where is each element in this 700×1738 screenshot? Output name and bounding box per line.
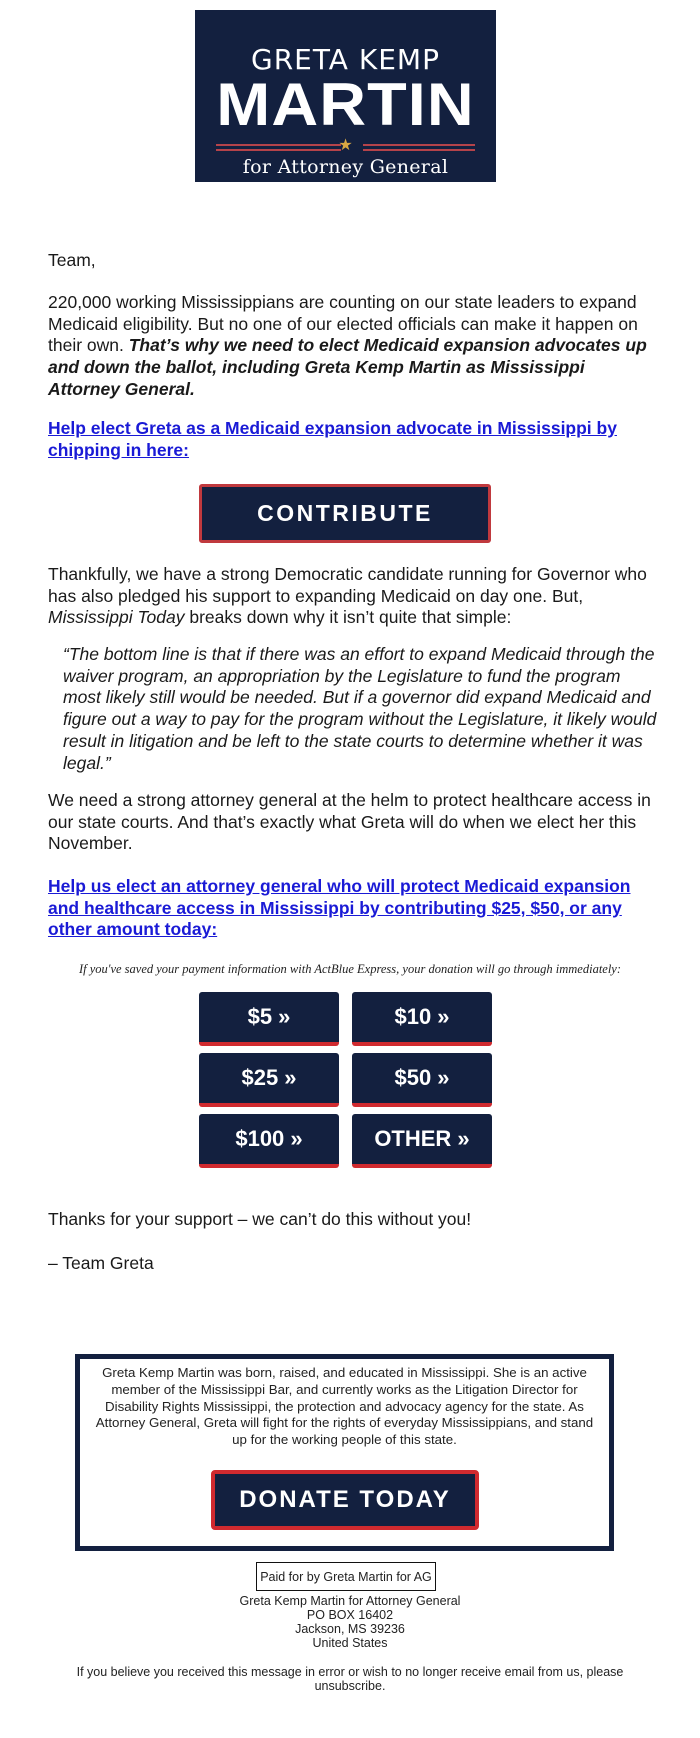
contribute-button[interactable]: CONTRIBUTE: [199, 484, 491, 543]
address-po-box: PO BOX 16402: [306, 1608, 394, 1622]
intro-emphasis: That’s why we need to elect Medicaid expansion advocates up and down the ballot, including Greta Kemp Martin as Mississippi Attorney General.: [48, 335, 647, 399]
donate-10-button[interactable]: $10 »: [352, 992, 492, 1046]
address-org: Greta Kemp Martin for Attorney General: [239, 1594, 461, 1608]
news-quote: “The bottom line is that if there was an effort to expand Medicaid through the waiver program, an appropriation by the Legislature to fund the program most likely still would be needed. But if a governor did expand Medicaid and figure out a way to pay for the program without the Legislature, it likely would result in litigation and be left to the state courts to determine whether it was legal.”: [63, 644, 657, 773]
donate-50-button[interactable]: $50 »: [352, 1053, 492, 1107]
stripe-right-bottom: [363, 149, 475, 151]
address-city: Jackson, MS 39236: [295, 1622, 405, 1636]
governor-text-end: breaks down why it isn’t quite that simple:: [184, 607, 512, 628]
donate-link-paragraph-2: [48, 876, 658, 941]
stripe-left-top: [216, 144, 341, 146]
unsubscribe-notice[interactable]: If you believe you received this message in error or wish to no longer receive email from us, please unsubscribe.: [76, 1665, 624, 1693]
campaign-logo: [195, 10, 496, 182]
donate-link-2[interactable]: Help us elect an attorney general who will protect Medicaid expansion and healthcare access in Mississippi by contributing $25, $50, or any other amount today:: [48, 876, 631, 940]
star-icon: ★: [338, 137, 353, 154]
donate-link-paragraph: [48, 418, 658, 461]
greeting: Team,: [48, 250, 96, 270]
logo-line-name: GRETA KEMP: [251, 43, 440, 76]
paid-for-disclaimer: Paid for by Greta Martin for AG: [256, 1562, 436, 1591]
donate-today-button[interactable]: DONATE TODAY: [211, 1470, 479, 1530]
donate-5-button[interactable]: $5 »: [199, 992, 339, 1046]
signoff: – Team Greta: [48, 1253, 154, 1273]
intro-paragraph: [48, 292, 658, 401]
thanks-line: Thanks for your support – we can’t do this without you!: [48, 1209, 472, 1229]
donate-link-1[interactable]: Help elect Greta as a Medicaid expansion advocate in Mississippi by chipping in here:: [48, 418, 617, 460]
governor-text: Thankfully, we have a strong Democratic candidate running for Governor who has also pledged his support to expanding Medicaid on day one. But,: [48, 564, 647, 606]
logo-line-surname: MARTIN: [216, 71, 475, 138]
governor-paragraph: [48, 564, 658, 629]
attorney-general-paragraph: We need a strong attorney general at the helm to protect healthcare access in our state courts. And that’s exactly what Greta will do when we elect her this November.: [48, 790, 651, 854]
donate-25-button[interactable]: $25 »: [199, 1053, 339, 1107]
stripe-left-bottom: [216, 149, 341, 151]
logo-line-office: for Attorney General: [242, 156, 449, 178]
candidate-bio-box: [75, 1354, 614, 1551]
publication-name: Mississippi Today: [48, 607, 185, 628]
actblue-express-note: If you've saved your payment information with ActBlue Express, your donation will go through immediately:: [78, 962, 622, 976]
address-country: United States: [312, 1636, 388, 1650]
logo-stripes: [216, 137, 475, 154]
mailing-address: [0, 1594, 700, 1650]
stripe-right-top: [363, 144, 475, 146]
intro-text: 220,000 working Mississippians are counting on our state leaders to expand Medicaid eligibility. But no one of our elected officials can make it happen on their own.: [48, 292, 638, 356]
donate-100-button[interactable]: $100 »: [199, 1114, 339, 1168]
candidate-bio: Greta Kemp Martin was born, raised, and educated in Mississippi. She is an active member of the Mississippi Bar, and currently works as the Litigation Director for Disability Rights Mississippi, the protection and advocacy agency for the state. As Attorney General, Greta will fight for the rights of everyday Mississippians, and stand up for the working people of this state.: [95, 1365, 594, 1448]
donate-other-button[interactable]: OTHER »: [352, 1114, 492, 1168]
